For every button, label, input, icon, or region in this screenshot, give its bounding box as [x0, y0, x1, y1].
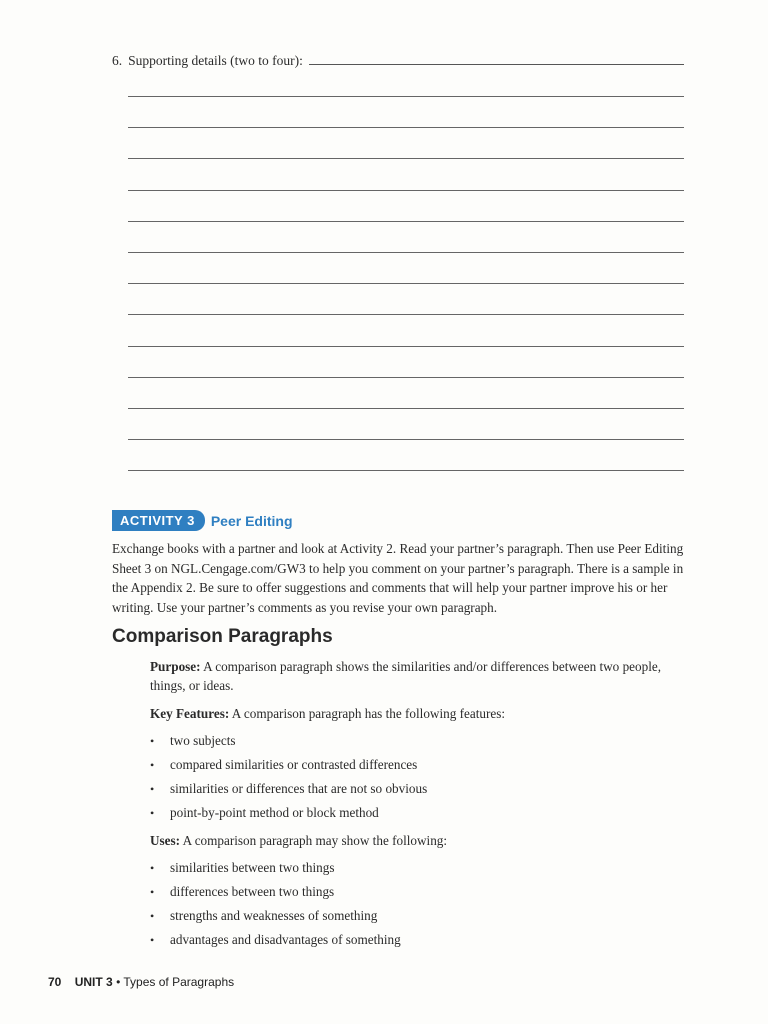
question-6 [112, 52, 684, 69]
answer-line[interactable] [128, 221, 684, 222]
list-item: • advantages and disadvantages of something [150, 932, 401, 947]
uses-list [150, 856, 690, 952]
answer-line[interactable] [128, 252, 684, 253]
features-paragraph [112, 704, 686, 723]
answer-line[interactable] [128, 346, 684, 347]
activity-title: Peer Editing [210, 512, 293, 529]
uses-text: A comparison paragraph may show the following: [180, 833, 448, 848]
bullet-icon: • [150, 884, 155, 899]
bullet-icon: • [150, 757, 155, 772]
bullet-icon: • [150, 733, 155, 748]
list-item: • strengths and weaknesses of something [150, 908, 378, 923]
answer-line[interactable] [128, 158, 684, 159]
list-item: • two subjects [150, 733, 236, 748]
list-item: • differences between two things [150, 884, 335, 899]
features-text: A comparison paragraph has the following features: [229, 706, 505, 721]
purpose-label: Purpose: [150, 659, 201, 674]
bullet-icon: • [150, 860, 155, 875]
answer-line[interactable] [128, 127, 684, 128]
purpose-paragraph [112, 657, 686, 695]
question-number: 6. [112, 53, 123, 68]
answer-line[interactable] [128, 96, 684, 97]
bullet-icon: • [150, 805, 155, 820]
answer-line[interactable] [128, 408, 684, 409]
activity-header [112, 510, 293, 531]
list-item: • similarities between two things [150, 860, 335, 875]
answer-line[interactable] [128, 190, 684, 191]
features-label: Key Features: [150, 706, 230, 721]
page-number: 70 [48, 975, 62, 989]
unit-label: UNIT 3 [74, 975, 113, 989]
page-footer [48, 975, 234, 989]
activity-instructions: Exchange books with a partner and look at Activity 2. Read your partner’s paragraph. Then use Peer Editing Sheet 3 on NGL.Cengage.com/GW3 to help you comment on your partner’s paragraph. There is a sample in the Appendix 2. Be sure to offer suggestions and comments that will help your partner improve his or her writing. Use your partner’s comments as you revise your own paragraph. [112, 541, 684, 615]
answer-line[interactable] [128, 283, 684, 284]
features-list [150, 729, 690, 825]
list-item: • point-by-point method or block method [150, 805, 379, 820]
activity-badge: ACTIVITY 3 [112, 510, 205, 531]
bullet-icon: • [150, 908, 155, 923]
bullet-icon: • [150, 781, 155, 796]
list-item: • similarities or differences that are not so obvious [150, 781, 428, 796]
purpose-text: A comparison paragraph shows the similarities and/or differences between two people, things, or ideas. [150, 659, 662, 693]
uses-paragraph [112, 831, 686, 850]
answer-line[interactable] [309, 52, 684, 65]
answer-line[interactable] [128, 314, 684, 315]
answer-line[interactable] [128, 439, 684, 440]
answer-line[interactable] [128, 377, 684, 378]
answer-lines [128, 96, 684, 501]
answer-line[interactable] [128, 470, 684, 471]
chapter-title: Types of Paragraphs [123, 975, 235, 989]
bullet-icon: • [150, 932, 155, 947]
question-label: Supporting details (two to four): [128, 53, 303, 68]
list-item: • compared similarities or contrasted differences [150, 757, 418, 772]
uses-label: Uses: [150, 833, 181, 848]
footer-separator: • [116, 975, 121, 989]
section-title: Comparison Paragraphs [112, 626, 333, 647]
